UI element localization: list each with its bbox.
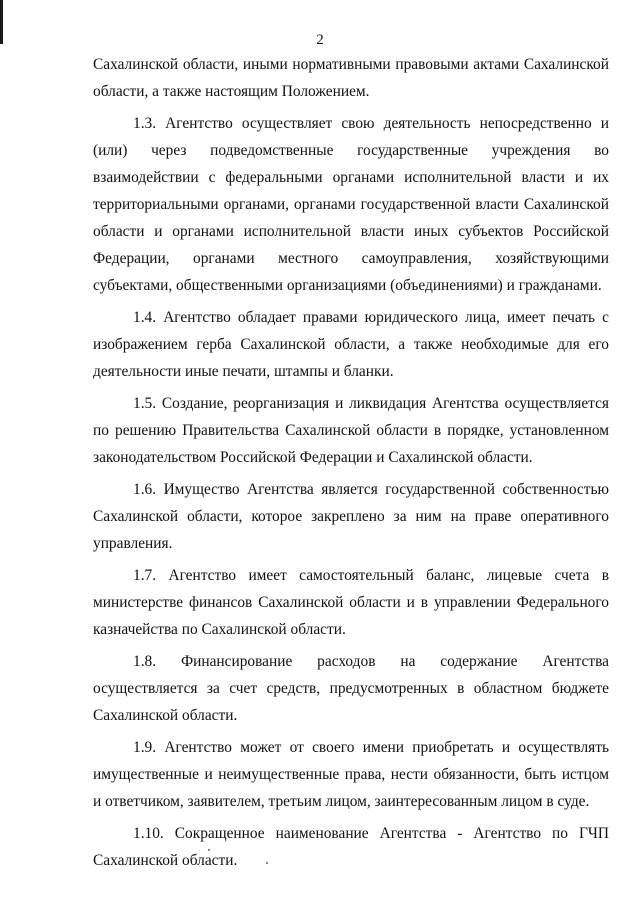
paragraph-1-6 [93,476,609,557]
text-line: 1.7. Агентство имеет самостоятельный баланс, лицевые счета в [133,567,609,584]
document-body [93,51,609,874]
text-line: 1.10. Сокращенное наименование Агентства - Агентство по ГЧП [133,825,609,842]
text-line: изображением герба Сахалинской области, а также необходимые для его [93,336,609,353]
text-line: Федерации, органами местного самоуправления, хозяйствующими [93,250,609,267]
text-line: по решению Правительства Сахалинской области в порядке, установленном [93,422,609,439]
text-line: территориальными органами, органами государственной власти Сахалинской [93,196,609,213]
text-line: 1.3. Агентство осуществляет свою деятельность непосредственно и [133,115,609,132]
text-line: Сахалинской области. [93,852,238,869]
page-number: 2 [316,32,324,48]
text-line: деятельности иные печати, штампы и бланки. [93,363,394,380]
text-line: министерстве финансов Сахалинской области и в управлении Федерального [93,594,609,611]
text-line: и ответчиком, заявителем, третьим лицом, заинтересованным лицом в суде. [93,793,590,810]
text-line: Сахалинской области, которое закреплено за ним на праве оперативного [93,508,609,525]
paragraph-1-7 [93,562,609,643]
text-line: Сахалинской области, иными нормативными правовыми актами Сахалинской [93,56,609,73]
text-line: взаимодействии с федеральными органами исполнительной власти и их [93,169,609,186]
paragraph-1-4 [93,304,609,385]
text-line: 1.8. Финансирование расходов на содержание Агентства [133,653,609,670]
scan-speck [266,862,268,864]
paragraph-continuation [93,51,609,105]
text-line: осуществляется за счет средств, предусмотренных в областном бюджете [93,680,609,697]
text-line: 1.5. Создание, реорганизация и ликвидация Агентства осуществляется [133,395,609,412]
text-line: 1.6. Имущество Агентства является государственной собственностью [133,481,609,498]
paragraph-1-9 [93,734,609,815]
paragraph-1-8 [93,648,609,729]
text-line: законодательством Российской Федерации и Сахалинской области. [93,449,533,466]
paragraph-1-5 [93,390,609,471]
text-line: субъектами, общественными организациями (объединениями) и гражданами. [93,277,602,294]
text-line: казначейства по Сахалинской области. [93,621,346,638]
text-line: имущественные и неимущественные права, нести обязанности, быть истцом [93,766,609,783]
text-line: (или) через подведомственные государственные учреждения во [93,142,609,159]
text-line: управления. [93,535,173,552]
scan-speck [208,849,210,851]
paragraph-1-3 [93,110,609,299]
text-line: Сахалинской области. [93,707,238,724]
text-line: области, а также настоящим Положением. [93,83,370,100]
text-line: 1.9. Агентство может от своего имени приобретать и осуществлять [133,739,609,756]
text-line: области и органами исполнительной власти иных субъектов Российской [93,223,609,240]
text-line: 1.4. Агентство обладает правами юридического лица, имеет печать с [133,309,609,326]
paragraph-1-10 [93,820,609,874]
